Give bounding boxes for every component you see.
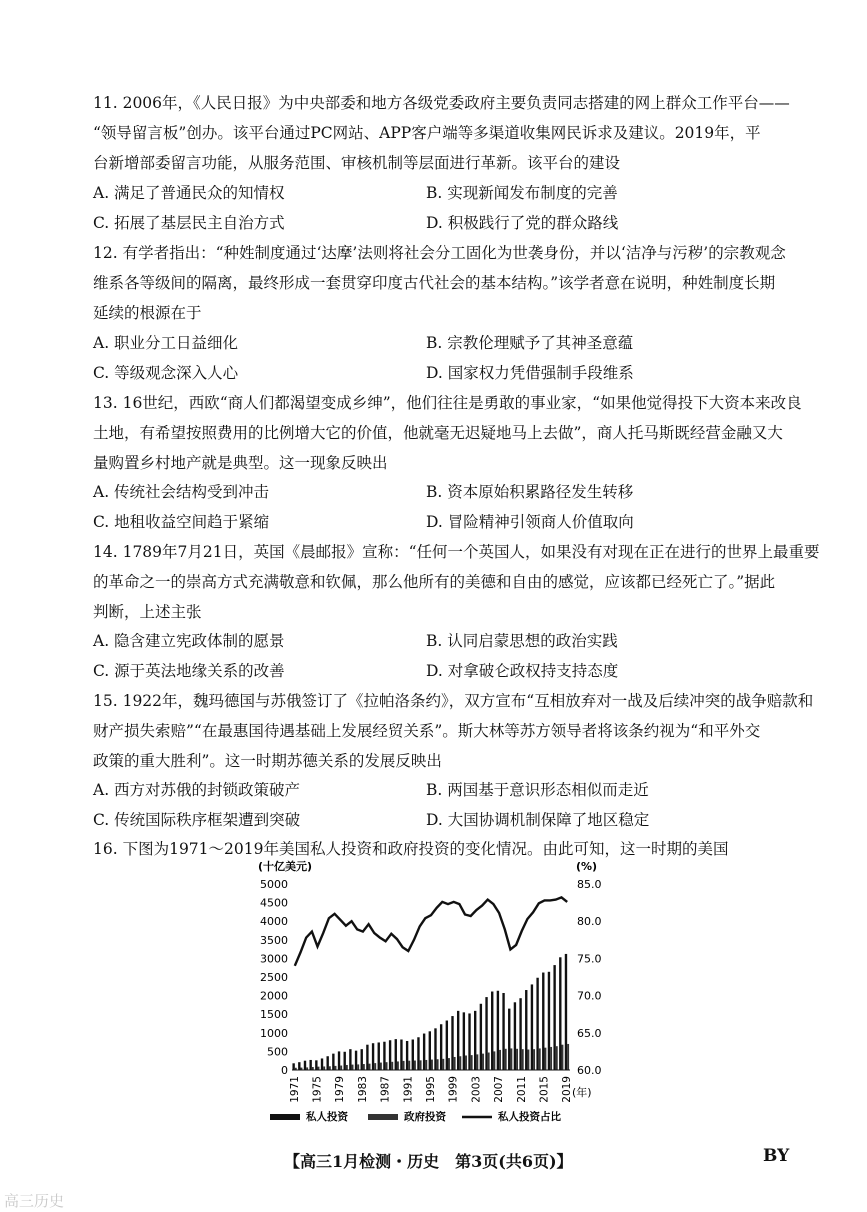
private-investment-bar [457, 1011, 459, 1070]
private-investment-bar [389, 1040, 391, 1070]
question-line: 延续的根源在于 [93, 304, 202, 322]
government-investment-bar [482, 1054, 484, 1070]
private-investment-bar [366, 1045, 368, 1070]
option-b[interactable]: B. 认同启蒙思想的政治实践 [426, 632, 618, 650]
private-investment-bar [326, 1056, 328, 1070]
private-investment-bar [565, 954, 567, 1070]
government-investment-bar [352, 1065, 354, 1070]
question-line: 12. 有学者指出：“种姓制度通过‘达摩’法则将社会分工固化为世袭身份，并以‘洁净与污秽’的宗教观念 [93, 244, 786, 262]
question-line: 政策的重大胜利”。这一时期苏德关系的发展反映出 [93, 752, 442, 770]
question-15-stem [93, 686, 814, 776]
option-a[interactable]: A. 满足了普通民众的知情权 [93, 184, 285, 202]
government-investment-bar [374, 1063, 376, 1070]
question-line: 量购置乡村地产就是典型。这一现象反映出 [93, 454, 388, 472]
option-d[interactable]: D. 国家权力凭借强制手段维系 [426, 364, 634, 382]
option-b[interactable]: B. 资本原始积累路径发生转移 [426, 483, 634, 501]
private-investment-bar [553, 965, 555, 1070]
private-investment-bar [423, 1034, 425, 1070]
option-c[interactable]: C. 地租收益空间趋于紧缩 [93, 513, 270, 531]
x-tick-label: 1999 [447, 1076, 460, 1103]
government-investment-bar [527, 1050, 529, 1070]
option-c[interactable]: C. 传统国际秩序框架遭到突破 [93, 811, 301, 829]
option-a[interactable]: A. 隐含建立宪政体制的愿景 [93, 632, 285, 650]
private-investment-bar [332, 1054, 334, 1070]
option-a[interactable]: A. 职业分工日益细化 [93, 334, 239, 352]
private-investment-bar [497, 991, 499, 1070]
private-investment-bar [502, 993, 504, 1070]
government-investment-bar [318, 1067, 320, 1070]
government-investment-bar [454, 1057, 456, 1070]
government-investment-bar [380, 1063, 382, 1070]
private-investment-bar [559, 957, 561, 1070]
question-line: 16. 下图为1971～2019年美国私人投资和政府投资的变化情况。由此可知，这一时期的美国 [93, 840, 729, 858]
government-investment-bar [397, 1061, 399, 1070]
option-d[interactable]: D. 积极践行了党的群众路线 [426, 214, 619, 232]
government-investment-bar [550, 1047, 552, 1070]
legend-label-private: 私人投资 [306, 1111, 348, 1123]
government-investment-bar [431, 1060, 433, 1070]
question-11-stem [93, 88, 805, 178]
question-line: 13. 16世纪，西欧“商人们都渴望变成乡绅”，他们往往是勇敢的事业家，“如果他觉得投下大资本来改良 [93, 394, 802, 412]
private-investment-bar [468, 1013, 470, 1070]
chart-svg [240, 858, 630, 1133]
private-investment-bar [349, 1049, 351, 1070]
private-investment-bar [400, 1039, 402, 1070]
government-investment-bar [539, 1048, 541, 1070]
government-investment-bar [442, 1059, 444, 1070]
legend-swatch-government [368, 1114, 398, 1120]
private-investment-bar [309, 1060, 311, 1070]
left-tick-label: 500 [267, 1045, 288, 1059]
government-investment-bar [323, 1066, 325, 1070]
private-investment-bar [485, 997, 487, 1070]
government-investment-bar [465, 1055, 467, 1070]
government-investment-bar [567, 1044, 569, 1070]
left-tick-label: 0 [281, 1064, 288, 1077]
left-tick-label: 1500 [260, 1008, 288, 1022]
x-tick-label: 1971 [288, 1076, 301, 1103]
left-tick-label: 4000 [260, 915, 288, 929]
private-investment-bar [361, 1049, 363, 1070]
question-13-options [93, 477, 805, 537]
x-tick-label: 2011 [515, 1076, 528, 1103]
government-investment-bar [414, 1061, 416, 1070]
page-footer: 【高三1月检测・历史 第3页(共6页)】 [284, 1152, 573, 1171]
question-line: 14. 1789年7月21日，英国《晨邮报》宣称：“任何一个英国人，如果没有对现在正在进行的世界上最重要 [93, 543, 820, 561]
option-c[interactable]: C. 源于英法地缘关系的改善 [93, 662, 285, 680]
private-investment-bar [536, 978, 538, 1070]
private-investment-bar [434, 1028, 436, 1070]
private-investment-bar [383, 1042, 385, 1070]
government-investment-bar [488, 1053, 490, 1070]
question-line: 维系各等级间的隔离，最终形成一套贯穿印度古代社会的基本结构。”该学者意在说明，种姓制度长期 [93, 274, 776, 292]
private-investment-bar [344, 1052, 346, 1070]
option-a[interactable]: A. 传统社会结构受到冲击 [93, 483, 270, 501]
government-investment-bar [505, 1049, 507, 1070]
question-line: 的革命之一的崇高方式充满敬意和钦佩，那么他所有的美德和自由的感觉，应该都已经死亡了。”据此 [93, 573, 776, 591]
investment-chart [240, 858, 630, 1133]
right-tick-label: 80.0 [577, 915, 602, 929]
question-line: 财产损失索赔”“在最惠国待遇基础上发展经贸关系”。斯大林等苏方领导者将该条约视为“和平外交 [93, 722, 761, 740]
left-tick-label: 1000 [260, 1026, 288, 1040]
private-share-line [295, 897, 567, 965]
government-investment-bar [561, 1045, 563, 1070]
private-investment-bar [474, 1011, 476, 1070]
private-investment-bar [491, 992, 493, 1070]
private-investment-bar [548, 972, 550, 1070]
option-c[interactable]: C. 拓展了基层民主自治方式 [93, 214, 285, 232]
x-tick-label: 2019 [561, 1076, 574, 1103]
legend-swatch-private [270, 1114, 300, 1120]
private-investment-bar [531, 984, 533, 1070]
government-investment-bar [544, 1048, 546, 1070]
watermark-text: 高三历史 [4, 1192, 65, 1210]
option-b[interactable]: B. 宗教伦理赋予了其神圣意蕴 [426, 334, 634, 352]
option-b[interactable]: B. 实现新闻发布制度的完善 [426, 184, 618, 202]
private-investment-bar [321, 1058, 323, 1070]
x-tick-label: 1991 [402, 1076, 415, 1103]
left-tick-label: 2500 [260, 971, 288, 984]
government-investment-bar [403, 1061, 405, 1070]
government-investment-bar [369, 1064, 371, 1070]
government-investment-bar [386, 1062, 388, 1070]
private-investment-bar [372, 1043, 374, 1070]
left-tick-label: 3500 [260, 933, 288, 947]
left-tick-label: 2000 [260, 989, 288, 1003]
left-tick-label: 4500 [260, 896, 288, 910]
private-investment-bar [542, 973, 544, 1070]
x-tick-label: 2003 [470, 1076, 483, 1103]
private-investment-bar [406, 1041, 408, 1070]
government-investment-bar [363, 1064, 365, 1070]
option-d[interactable]: D. 大国协调机制保障了地区稳定 [426, 811, 650, 829]
private-investment-bar [338, 1051, 340, 1070]
question-15-options [93, 775, 805, 835]
private-investment-bar [395, 1039, 397, 1070]
private-investment-bar [519, 998, 521, 1070]
government-investment-bar [408, 1061, 410, 1070]
question-line: 判断，上述主张 [93, 603, 202, 621]
private-investment-bar [292, 1063, 294, 1070]
x-tick-label: 1983 [356, 1076, 369, 1103]
right-tick-label: 75.0 [577, 952, 602, 966]
government-investment-bar [499, 1050, 501, 1070]
left-tick-label: 5000 [260, 878, 288, 891]
x-tick-label: 1987 [379, 1076, 392, 1103]
government-investment-bar [510, 1048, 512, 1070]
x-tick-label: 1995 [425, 1076, 437, 1103]
private-investment-bar [463, 1012, 465, 1070]
private-investment-bar [378, 1042, 380, 1070]
government-investment-bar [335, 1066, 337, 1070]
right-tick-label: 60.0 [577, 1064, 602, 1077]
x-tick-label: 1979 [334, 1076, 347, 1103]
x-tick-label: 1975 [311, 1076, 324, 1103]
private-investment-bar [429, 1031, 431, 1070]
option-b[interactable]: B. 两国基于意识形态相似而走近 [426, 781, 649, 799]
paper-code: BY [763, 1146, 790, 1166]
x-tick-label: 2007 [493, 1076, 506, 1103]
government-investment-bar [425, 1060, 427, 1070]
government-investment-bar [340, 1066, 342, 1070]
government-investment-bar [516, 1049, 518, 1070]
question-13-stem [93, 388, 805, 478]
question-12-options [93, 328, 805, 388]
right-tick-label: 70.0 [577, 989, 602, 1003]
private-investment-bar [508, 1009, 510, 1070]
question-14-stem [93, 537, 820, 627]
question-line: 15. 1922年，魏玛德国与苏俄签订了《拉帕洛条约》，双方宣布“互相放弃对一战及后续冲突的战争赔款和 [93, 692, 814, 710]
left-tick-label: 3000 [260, 952, 288, 966]
government-investment-bar [437, 1059, 439, 1070]
question-14-options [93, 626, 805, 686]
x-axis-unit: (年) [572, 1086, 592, 1099]
option-c[interactable]: C. 等级观念深入人心 [93, 364, 239, 382]
private-investment-bar [304, 1061, 306, 1070]
right-tick-label: 65.0 [577, 1026, 602, 1040]
question-line: 11. 2006年，《人民日报》为中央部委和地方各级党委政府主要负责同志搭建的网上群众工作平台—— [93, 94, 790, 112]
government-investment-bar [448, 1058, 450, 1070]
left-axis-unit: (十亿美元) [258, 860, 313, 873]
option-d[interactable]: D. 冒险精神引领商人价值取向 [426, 513, 634, 531]
option-a[interactable]: A. 西方对苏俄的封锁政策破产 [93, 781, 301, 799]
private-investment-bar [446, 1021, 448, 1070]
right-tick-label: 85.0 [577, 878, 602, 891]
government-investment-bar [391, 1062, 393, 1070]
legend-label-share: 私人投资占比 [498, 1111, 561, 1123]
question-11-options [93, 178, 805, 238]
private-investment-bar [514, 1002, 516, 1070]
private-investment-bar [480, 1004, 482, 1070]
government-investment-bar [346, 1065, 348, 1070]
right-axis-unit: (%) [576, 860, 598, 873]
private-investment-bar [440, 1024, 442, 1070]
private-investment-bar [525, 990, 527, 1070]
government-investment-bar [476, 1054, 478, 1070]
legend-label-government: 政府投资 [404, 1111, 446, 1123]
private-investment-bar [412, 1039, 414, 1070]
government-investment-bar [556, 1046, 558, 1070]
x-tick-label: 2015 [538, 1076, 551, 1103]
government-investment-bar [522, 1049, 524, 1070]
private-investment-bar [355, 1051, 357, 1070]
government-investment-bar [533, 1049, 535, 1070]
government-investment-bar [357, 1064, 359, 1070]
question-line: 台新增部委留言功能，从服务范围、审核机制等层面进行革新。该平台的建设 [93, 154, 621, 172]
government-investment-bar [493, 1051, 495, 1070]
government-investment-bar [420, 1060, 422, 1070]
question-12-stem [93, 238, 805, 328]
option-d[interactable]: D. 对拿破仑政权持支持态度 [426, 662, 619, 680]
question-line: 土地，有希望按照费用的比例增大它的价值，他就毫无迟疑地马上去做”，商人托马斯既经营金融又大 [93, 424, 783, 442]
private-investment-bar [417, 1037, 419, 1070]
government-investment-bar [329, 1066, 331, 1070]
government-investment-bar [471, 1055, 473, 1070]
question-line: “领导留言板”创办。该平台通过PC网站、APP客户端等多渠道收集网民诉求及建议。2019年，平 [93, 124, 761, 142]
government-investment-bar [459, 1056, 461, 1070]
private-investment-bar [451, 1016, 453, 1070]
private-investment-bar [315, 1060, 317, 1070]
private-investment-bar [298, 1062, 300, 1070]
